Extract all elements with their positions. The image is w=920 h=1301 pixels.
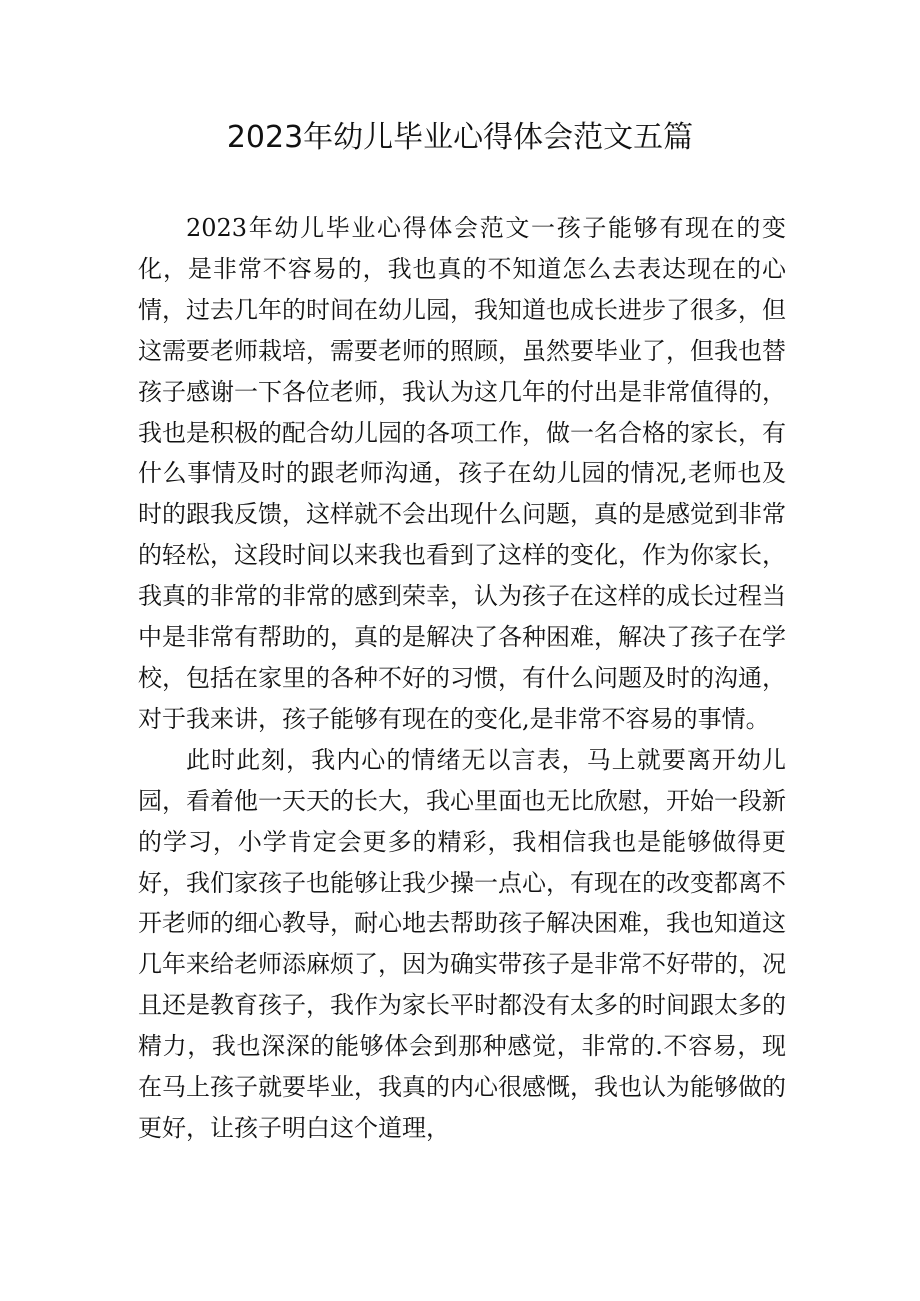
body-paragraph-2: 此时此刻，我内心的情绪无以言表，马上就要离开幼儿园，看着他一天天的长大，我心里面也无比欣慰，开始一段新的学习，小学肯定会更多的精彩，我相信我也是能够做得更好，我们家孩子也能够让我少操一点心，有现在的改变都离不开老师的细心教导，耐心地去帮助孩子解决困难，我也知道这几年来给老师添麻烦了，因为确实带孩子是非常不好带的，况且还是教育孩子，我作为家长平时都没有太多的时间跟太多的精力，我也深深的能够体会到那种感觉，非常的.不容易，现在马上孩子就要毕业，我真的内心很感慨，我也认为能够做的更好，让孩子明白这个道理，	[138, 745, 786, 1142]
body-paragraph-1: 2023年幼儿毕业心得体会范文一孩子能够有现在的变化，是非常不容易的，我也真的不知道怎么去表达现在的心情，过去几年的时间在幼儿园，我知道也成长进步了很多，但这需要老师栽培，需要老师的照顾，虽然要毕业了，但我也替孩子感谢一下各位老师，我认为这几年的付出是非常值得的，我也是积极的配合幼儿园的各项工作，做一名合格的家长，有什么事情及时的跟老师沟通，孩子在幼儿园的情况,老师也及时的跟我反馈，这样就不会出现什么问题，真的是感觉到非常的轻松，这段时间以来我也看到了这样的变化，作为你家长，我真的非常的非常的感到荣幸，认为孩子在这样的成长过程当中是非常有帮助的，真的是解决了各种困难，解决了孩子在学校，包括在家里的各种不好的习惯，有什么问题及时的沟通，对于我来讲，孩子能够有现在的变化,是非常不容易的事情。	[138, 214, 786, 733]
document-body	[138, 208, 786, 1149]
document-title: 2023年幼儿毕业心得体会范文五篇	[226, 120, 694, 155]
